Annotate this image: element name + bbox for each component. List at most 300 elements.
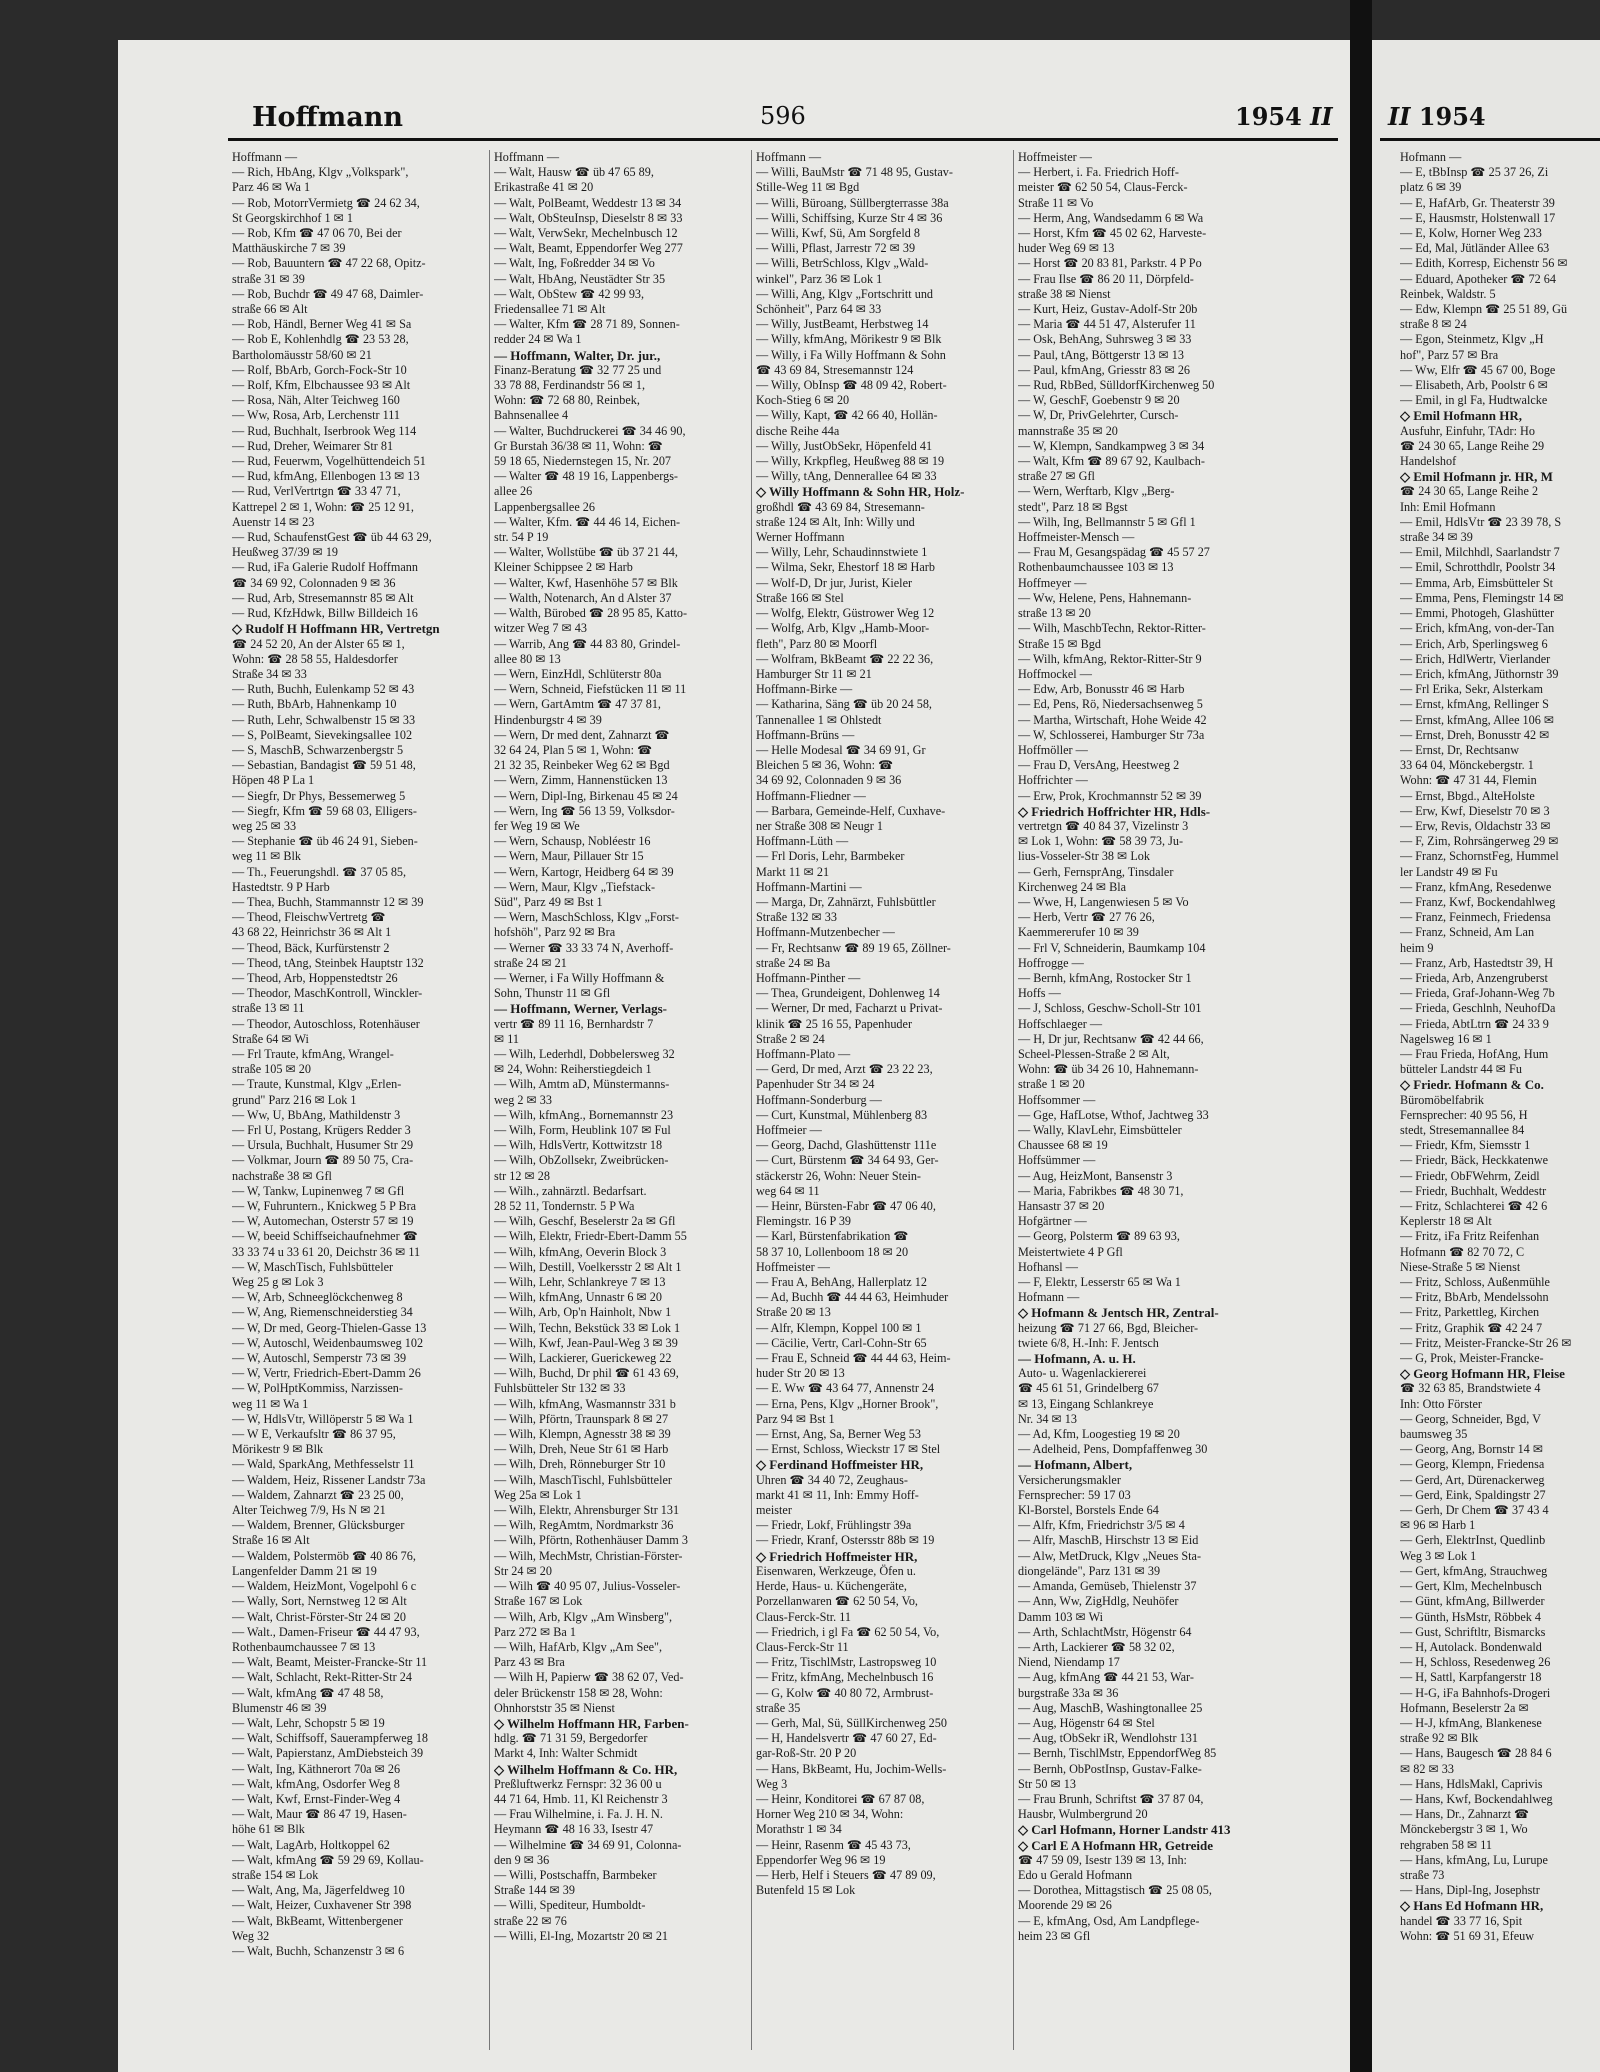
directory-entry: — Paul, kfmAng, Griesstr 83 ✉ 26 — [1018, 362, 1191, 377]
directory-entry: straße 8 ✉ 24 — [1400, 317, 1467, 332]
directory-entry: — Ursula, Buchhalt, Husumer Str 29 — [232, 1138, 414, 1153]
directory-entry: Stille-Weg 11 ✉ Bgd — [756, 180, 860, 195]
directory-entry: — Ernst, Ang, Sa, Berner Weg 53 — [756, 1427, 921, 1442]
directory-column-2 — [490, 150, 752, 2050]
directory-entry: — Wilh, MechMstr, Christian-Förster- — [494, 1548, 683, 1563]
directory-entry: — Frl Traute, kfmAng, Wrangel- — [232, 1046, 394, 1061]
directory-entry: — Erich, Arb, Sperlingsweg 6 — [1400, 636, 1548, 651]
directory-entry: Niese-Straße 5 ✉ Nienst — [1400, 1259, 1521, 1274]
directory-entry: — H, Schloss, Resedenweg 26 — [1400, 1655, 1551, 1670]
directory-entry: — Hans, kfmAng, Lu, Lurupe — [1400, 1852, 1548, 1867]
directory-entry: — Thea, Grundeigent, Dohlenweg 14 — [756, 986, 940, 1001]
directory-entry: — Willi, Postschaffn, Barmbeker — [494, 1867, 657, 1882]
directory-entry: ◇ Friedr. Hofmann & Co. — [1400, 1077, 1544, 1093]
directory-entry: heim 9 — [1400, 940, 1434, 955]
directory-entry: 33 78 88, Ferdinandstr 56 ✉ 1, — [494, 378, 646, 393]
directory-entry: — Willy, tAng, Dennerallee 64 ✉ 33 — [756, 469, 937, 484]
directory-entry: — H-J, kfmAng, Blankenese — [1400, 1715, 1542, 1730]
directory-entry: Fernsprecher: 59 17 03 — [1018, 1487, 1131, 1502]
directory-entry: — Walter, Buchdruckerei ☎ 34 46 90, — [494, 423, 686, 438]
directory-entry: — Rob, Kfm ☎ 47 06 70, Bei der — [232, 226, 402, 241]
directory-entry: — Walt, ObSteuInsp, Dieselstr 8 ✉ 33 — [494, 210, 683, 225]
directory-entry: — Frau Wilhelmine, i. Fa. J. H. N. — [494, 1807, 663, 1822]
directory-entry: — Rolf, BbArb, Gorch-Fock-Str 10 — [232, 362, 407, 377]
directory-entry: — Theod, Bäck, Kurfürstenstr 2 — [232, 940, 390, 955]
directory-entry: — Frau Ilse ☎ 86 20 11, Dörpfeld- — [1018, 271, 1194, 286]
directory-entry: Wohn: ☎ 47 31 44, Flemin — [1400, 773, 1537, 788]
directory-entry: — Arth, Lackierer ☎ 58 32 02, — [1018, 1639, 1175, 1654]
directory-entry: weg 2 ✉ 33 — [494, 1092, 552, 1107]
directory-entry: — Frau D, VersAng, Heestweg 2 — [1018, 758, 1180, 773]
directory-entry: — Friedrich, i gl Fa ☎ 62 50 54, Vo, — [756, 1624, 940, 1639]
directory-entry: — Thea, Buchh, Stammannstr 12 ✉ 39 — [232, 894, 424, 909]
directory-entry: — Wilh, MaschbTechn, Rektor-Ritter- — [1018, 621, 1206, 636]
directory-entry: — Rud, SchaufenstGest ☎ üb 44 63 29, — [232, 530, 432, 545]
directory-entry: — Karl, Bürstenfabrikation ☎ — [756, 1229, 909, 1244]
directory-entry: 33 64 04, Mönckebergstr. 1 — [1400, 758, 1534, 773]
directory-entry: — J, Schloss, Geschw-Scholl-Str 101 — [1018, 1001, 1202, 1016]
directory-entry: straße 105 ✉ 20 — [232, 1062, 311, 1077]
directory-entry: Hoffmeyer — — [1018, 575, 1087, 590]
directory-entry: Damm 103 ✉ Wi — [1018, 1609, 1103, 1624]
directory-entry: platz 6 ✉ 39 — [1400, 180, 1462, 195]
directory-entry: — Hofmann, Albert, — [1018, 1457, 1133, 1473]
directory-entry: Matthäuskirche 7 ✉ 39 — [232, 241, 346, 256]
directory-entry: Herde, Haus- u. Küchengeräte, — [756, 1579, 907, 1594]
directory-entry: straße 1 ✉ 20 — [1018, 1077, 1085, 1092]
directory-entry: Hoffmockel — — [1018, 666, 1092, 681]
directory-entry: — Cäcilie, Vertr, Carl-Cohn-Str 65 — [756, 1335, 927, 1350]
directory-entry: lius-Vosseler-Str 38 ✉ Lok — [1018, 849, 1150, 864]
directory-entry: — Günth, HsMstr, Röbbek 4 — [1400, 1609, 1542, 1624]
directory-entry: Büromöbelfabrik — [1400, 1092, 1484, 1107]
directory-entry: — Siegfr, Kfm ☎ 59 68 03, Elligers- — [232, 803, 417, 818]
directory-entry: ☎ 43 69 84, Stresemannstr 124 — [756, 362, 914, 377]
directory-entry: Hofgärtner — — [1018, 1214, 1087, 1229]
directory-entry: meister — [756, 1503, 792, 1518]
directory-entry: — E, kfmAng, Osd, Am Landpflege- — [1018, 1913, 1200, 1928]
directory-entry: 28 52 11, Tondernstr. 5 P Wa — [494, 1199, 635, 1214]
directory-entry: straße 92 ✉ Blk — [1400, 1731, 1479, 1746]
directory-entry: Parz 94 ✉ Bst 1 — [756, 1411, 835, 1426]
directory-entry: — Gerh, Dr Chem ☎ 37 43 4 — [1400, 1503, 1549, 1518]
directory-entry: — Aug, MaschB, Washingtonallee 25 — [1018, 1700, 1203, 1715]
directory-entry: ✉ Lok 1, Wohn: ☎ 58 39 73, Ju- — [1018, 834, 1184, 849]
directory-entry: — Willy, Kapt, ☎ 42 66 40, Hollän- — [756, 408, 938, 423]
directory-entry: Hofmann ☎ 82 70 72, C — [1400, 1244, 1525, 1259]
directory-entry: — Paul, tAng, Böttgerstr 13 ✉ 13 — [1018, 347, 1184, 362]
directory-entry: — E, Kolw, Horner Weg 233 — [1400, 226, 1542, 241]
directory-entry: — Fritz, Parkettleg, Kirchen — [1400, 1305, 1540, 1320]
directory-entry: heim 23 ✉ Gfl — [1018, 1928, 1091, 1943]
directory-entry: — Wilh, RegAmtm, Nordmarkstr 36 — [494, 1518, 674, 1533]
directory-entry: straße 154 ✉ Lok — [232, 1867, 319, 1882]
directory-entry: — H, Autolack. Bondenwald — [1400, 1639, 1542, 1654]
directory-entry: — W, PolHptKommiss, Narzissen- — [232, 1381, 403, 1396]
directory-entry: Chaussee 68 ✉ 19 — [1018, 1138, 1108, 1153]
directory-entry: — Rud, VerlVertrtgn ☎ 33 47 71, — [232, 484, 401, 499]
directory-entry: — Wern, Schneid, Fiefstücken 11 ✉ 11 — [494, 682, 687, 697]
directory-entry: — Barbara, Gemeinde-Helf, Cuxhave- — [756, 803, 946, 818]
directory-entry: Kattrepel 2 ✉ 1, Wohn: ☎ 25 12 91, — [232, 499, 414, 514]
directory-entry: Hoffmann — — [494, 150, 560, 164]
directory-entry: Erikastraße 41 ✉ 20 — [494, 180, 594, 195]
book-spine — [1350, 0, 1372, 2072]
directory-entry: — W, Arb, Schneeglöckchenweg 8 — [232, 1290, 403, 1305]
directory-entry: — Fritz, iFa Fritz Reifenhan — [1400, 1229, 1540, 1244]
directory-entry: — Amanda, Gemüseb, Thielenstr 37 — [1018, 1579, 1197, 1594]
directory-entry: — Walt, Buchh, Schanzenstr 3 ✉ 6 — [232, 1943, 405, 1958]
directory-entry: Auto- u. Wagenlackiererei — [1018, 1366, 1147, 1381]
directory-entry: — W, Fuhruntern., Knickweg 5 P Bra — [232, 1199, 417, 1214]
directory-entry: — Willi, El-Ing, Mozartstr 20 ✉ 21 — [494, 1928, 669, 1943]
directory-entry: Moorende 29 ✉ 26 — [1018, 1898, 1112, 1913]
directory-entry: — Wilh, Arb, Klgv „Am Winsberg", — [494, 1609, 672, 1624]
directory-entry: — Frieda, AbtLtrn ☎ 24 33 9 — [1400, 1016, 1549, 1031]
directory-entry: weg 64 ✉ 11 — [756, 1183, 820, 1198]
directory-entry: Bahnsenallee 4 — [494, 408, 569, 423]
directory-entry: ◇ Hans Ed Hofmann HR, — [1400, 1898, 1544, 1914]
directory-entry: — Walt, Beamt, Eppendorfer Weg 277 — [494, 241, 683, 256]
directory-entry: — Wilh., zahnärztl. Bedarfsart. — [494, 1183, 647, 1198]
directory-entry: — Friedr, Bäck, Heckkatenwe — [1400, 1153, 1549, 1168]
directory-entry: — Curt, Kunstmal, Mühlenberg 83 — [756, 1107, 928, 1122]
directory-entry: straße 38 ✉ Nienst — [1018, 286, 1111, 301]
directory-entry: Lappenbergsallee 26 — [494, 499, 595, 514]
directory-entry: — Herb, Helf i Steuers ☎ 47 89 09, — [756, 1867, 936, 1882]
directory-entry: — Elisabeth, Arb, Poolstr 6 ✉ — [1400, 378, 1548, 393]
directory-entry: — Wern, Maur, Klgv „Tiefstack- — [494, 879, 656, 894]
directory-entry: — Wern, Kartogr, Heidberg 64 ✉ 39 — [494, 864, 674, 879]
directory-entry: diongelände", Parz 131 ✉ 39 — [1018, 1563, 1161, 1578]
directory-entry: Straße 132 ✉ 33 — [756, 910, 837, 925]
directory-entry: — Hans, Dr., Zahnarzt ☎ — [1400, 1807, 1530, 1822]
directory-entry: Butenfeld 15 ✉ Lok — [756, 1883, 856, 1898]
directory-entry: ✉ 11 — [494, 1031, 519, 1046]
directory-entry: ◇ Wilhelm Hoffmann HR, Farben- — [494, 1715, 689, 1731]
directory-entry: — Ernst, kfmAng, Allee 106 ✉ — [1400, 712, 1555, 727]
directory-entry: — Fritz, kfmAng, Mechelnbusch 16 — [756, 1670, 934, 1685]
directory-entry: — W, Tankw, Lupinenweg 7 ✉ Gfl — [232, 1183, 405, 1198]
directory-entry: — Wern, Dipl-Ing, Birkenau 45 ✉ 24 — [494, 788, 678, 803]
directory-entry: grund" Parz 216 ✉ Lok 1 — [232, 1092, 357, 1107]
directory-entry: — Willi, Schiffsing, Kurze Str 4 ✉ 36 — [756, 210, 943, 225]
directory-entry: Straße 34 ✉ 33 — [232, 666, 307, 681]
directory-entry: — Theodor, MaschKontroll, Winckler- — [232, 986, 423, 1001]
directory-entry: — Rob, Buchdr ☎ 49 47 68, Daimler- — [232, 286, 424, 301]
directory-entry: — Wilh, MaschTischl, Fuhlsbütteler — [494, 1472, 672, 1487]
directory-entry: ◇ Georg Hofmann HR, Fleise — [1400, 1366, 1565, 1382]
directory-entry: — Wilh, Amtm aD, Münstermanns- — [494, 1077, 670, 1092]
directory-entry: Hoffmann-Fliedner — — [756, 788, 866, 803]
directory-entry: Preßluftwerkz Fernspr: 32 36 00 u — [494, 1776, 662, 1791]
directory-entry: — Walt, Heizer, Cuxhavener Str 398 — [232, 1898, 412, 1913]
directory-entry: — Maria ☎ 44 51 47, Alsterufer 11 — [1018, 317, 1196, 332]
directory-entry: Hoffmeister — — [756, 1259, 830, 1274]
directory-entry: — Rud, Buchhalt, Iserbrook Weg 114 — [232, 423, 417, 438]
directory-entry: weg 11 ✉ Wa 1 — [232, 1396, 309, 1411]
directory-entry: — F, Zim, Rohrsängerweg 29 ✉ — [1400, 834, 1559, 849]
directory-entry: Hindenburgstr 4 ✉ 39 — [494, 712, 602, 727]
directory-entry: 59 18 65, Niedernstegen 15, Nr. 207 — [494, 454, 672, 469]
directory-entry: — H, Sattl, Karpfangerstr 18 — [1400, 1670, 1542, 1685]
directory-entry: Weg 25a ✉ Lok 1 — [494, 1487, 582, 1502]
directory-entry: Hoffmann-Pinther — — [756, 970, 861, 985]
directory-entry: — Willi, Büroang, Süllbergterrasse 38a — [756, 195, 949, 210]
directory-entry: — Heinr, Rasenm ☎ 45 43 73, — [756, 1837, 911, 1852]
directory-entry: — Ruth, Lehr, Schwalbenstr 15 ✉ 33 — [232, 712, 416, 727]
directory-entry: — Willi, Pflast, Jarrestr 72 ✉ 39 — [756, 241, 916, 256]
directory-entry: — Osk, BehAng, Suhrsweg 3 ✉ 33 — [1018, 332, 1192, 347]
directory-entry: — Walt, Papierstanz, AmDiebsteich 39 — [232, 1746, 424, 1761]
directory-entry: straße 34 ✉ 39 — [1400, 530, 1473, 545]
directory-entry: Meistertwiete 4 P Gfl — [1018, 1244, 1123, 1259]
directory-entry: Mörikestr 9 ✉ Blk — [232, 1442, 324, 1457]
directory-entry: Weg 3 — [756, 1776, 788, 1791]
directory-entry: Sohn, Thunstr 11 ✉ Gfl — [494, 986, 611, 1001]
directory-entry: — Wilh, Ing, Bellmannstr 5 ✉ Gfl 1 — [1018, 514, 1196, 529]
directory-entry: str 12 ✉ 28 — [494, 1168, 550, 1183]
directory-entry: — W, beeid Schiffseichaufnehmer ☎ — [232, 1229, 418, 1244]
directory-entry: — Frieda, Arb, Anzengruberst — [1400, 970, 1548, 985]
directory-entry: stedt", Parz 18 ✉ Bgst — [1018, 499, 1128, 514]
directory-entry: Eppendorfer Weg 96 ✉ 19 — [756, 1852, 886, 1867]
directory-entry: Straße 64 ✉ Wi — [232, 1031, 309, 1046]
directory-entry: — Friedr, Lokf, Frühlingstr 39a — [756, 1518, 912, 1533]
page-number: 596 — [760, 102, 806, 130]
directory-entry: Heymann ☎ 48 16 33, Isestr 47 — [494, 1822, 654, 1837]
directory-entry: — Walt., Damen-Friseur ☎ 44 47 93, — [232, 1624, 420, 1639]
directory-entry: den 9 ✉ 36 — [494, 1852, 550, 1867]
directory-entry: ◇ Friedrich Hoffmeister HR, — [756, 1548, 918, 1564]
directory-entry: — Hofmann, A. u. H. — [1018, 1351, 1136, 1367]
directory-entry: höhe 61 ✉ Blk — [232, 1822, 305, 1837]
directory-entry: allee 26 — [494, 484, 533, 499]
directory-entry: — Helle Modesal ☎ 34 69 91, Gr — [756, 742, 926, 757]
directory-entry: ◇ Emil Hofmann HR, — [1400, 408, 1522, 424]
directory-entry: burgstraße 33a ✉ 36 — [1018, 1685, 1119, 1700]
directory-entry: ✉ 96 ✉ Harb 1 — [1400, 1518, 1476, 1533]
directory-entry: — E, HafArb, Gr. Theaterstr 39 — [1400, 195, 1555, 210]
directory-entry: — F, Elektr, Lesserstr 65 ✉ Wa 1 — [1018, 1275, 1181, 1290]
directory-entry: — Hans, Dipl-Ing, Josephstr — [1400, 1883, 1540, 1898]
directory-entry: — Kurt, Heiz, Gustav-Adolf-Str 20b — [1018, 302, 1198, 317]
directory-entry: — Ww, Elfr ☎ 45 67 00, Boge — [1400, 362, 1556, 377]
directory-entry: — Rosa, Näh, Alter Teichweg 160 — [232, 393, 400, 408]
directory-entry: — Emil, HdlsVtr ☎ 23 39 78, S — [1400, 514, 1562, 529]
directory-entry: — Wilh, Dreh, Neue Str 61 ✉ Harb — [494, 1442, 669, 1457]
directory-entry: — Walt, Schlacht, Rekt-Ritter-Str 24 — [232, 1670, 412, 1685]
directory-entry: — Erich, kfmAng, von-der-Tan — [1400, 621, 1555, 636]
directory-entry: — Frau M, Gesangspädag ☎ 45 57 27 — [1018, 545, 1210, 560]
directory-entry: — Arth, SchlachtMstr, Högenstr 64 — [1018, 1624, 1192, 1639]
directory-entry: Wohn: ☎ 72 68 80, Reinbek, — [494, 393, 640, 408]
directory-entry: — Rud, Arb, Stresemannstr 85 ✉ Alt — [232, 590, 414, 605]
directory-entry: — Wern, GartAmtm ☎ 47 37 81, — [494, 697, 661, 712]
directory-entry: Hoffschlaeger — — [1018, 1016, 1103, 1031]
directory-entry: 58 37 10, Lollenboom 18 ✉ 20 — [756, 1244, 909, 1259]
directory-entry: — Wilh, Pförtn, Rothenhäuser Damm 3 — [494, 1533, 688, 1548]
directory-entry: — G, Kolw ☎ 40 80 72, Armbrust- — [756, 1685, 934, 1700]
directory-entry: — Wally, KlavLehr, Eimsbütteler — [1018, 1123, 1182, 1137]
directory-entry: — Ww, Rosa, Arb, Lerchenstr 111 — [232, 408, 400, 423]
directory-entry: — Wilh, Techn, Bekstück 33 ✉ Lok 1 — [494, 1320, 681, 1335]
directory-entry: Hoffmeier — — [756, 1123, 822, 1137]
directory-entry: — Werner, Dr med, Facharzt u Privat- — [756, 1001, 943, 1016]
directory-entry: Straße 11 ✉ Vo — [1018, 195, 1094, 210]
directory-entry: — Ed, Mal, Jütländer Allee 63 — [1400, 241, 1550, 256]
directory-entry: ✉ 82 ✉ 33 — [1400, 1761, 1454, 1776]
directory-entry: — Sebastian, Bandagist ☎ 59 51 48, — [232, 758, 416, 773]
directory-entry: Uhren ☎ 34 40 72, Zeughaus- — [756, 1472, 908, 1487]
directory-entry: — Hans, Kwf, Bockendahlweg — [1400, 1791, 1553, 1806]
directory-entry: — Wern, Schausp, Nobléestr 16 — [494, 834, 651, 849]
directory-entry: handel ☎ 33 77 16, Spit — [1400, 1913, 1523, 1928]
directory-entry: — Rud, Dreher, Weimarer Str 81 — [232, 438, 394, 453]
directory-entry: Ohnhorststr 35 ✉ Nienst — [494, 1700, 615, 1715]
directory-entry: — Walt, Kwf, Ernst-Finder-Weg 4 — [232, 1791, 401, 1806]
directory-entry: — Wilh, Elektr, Friedr-Ebert-Damm 55 — [494, 1229, 687, 1244]
directory-entry: ☎ 45 61 51, Grindelberg 67 — [1018, 1381, 1159, 1396]
directory-entry: — Frau Frieda, HofAng, Hum — [1400, 1046, 1549, 1061]
directory-entry: — Frl Doris, Lehr, Barmbeker — [756, 849, 905, 864]
directory-entry: 21 32 35, Reinbeker Weg 62 ✉ Bgd — [494, 758, 670, 773]
directory-entry: Papenhuder Str 34 ✉ 24 — [756, 1077, 875, 1092]
directory-entry: — Alfr, MaschB, Hirschstr 13 ✉ Eid — [1018, 1533, 1199, 1548]
directory-entry: — Walt, LagArb, Holtkoppel 62 — [232, 1837, 390, 1852]
directory-entry: — Th., Feuerungshdl. ☎ 37 05 85, — [232, 864, 407, 879]
directory-entry: — Wilh, Destill, Voelkersstr 2 ✉ Alt 1 — [494, 1259, 682, 1274]
directory-entry: — Wilh, kfmAng, Wasmannstr 331 b — [494, 1396, 676, 1411]
directory-entry: Reinbek, Waldstr. 5 — [1400, 286, 1496, 301]
directory-entry: vertr ☎ 89 11 16, Bernhardstr 7 — [494, 1016, 654, 1031]
directory-entry: — Maria, Fabrikbes ☎ 48 30 71, — [1018, 1183, 1184, 1198]
directory-entry: — Willy, JustBeamt, Herbstweg 14 — [756, 317, 929, 332]
directory-entry: — Walt, BkBeamt, Wittenbergener — [232, 1913, 403, 1928]
directory-entry: großhdl ☎ 43 69 84, Stresemann- — [756, 499, 925, 514]
directory-entry: Kl-Borstel, Borstels Ende 64 — [1018, 1503, 1159, 1518]
directory-entry: rehgraben 58 ✉ 11 — [1400, 1837, 1492, 1852]
directory-entry: Flemingstr. 16 P 39 — [756, 1214, 852, 1229]
directory-entry: Hoffmann-Martini — — [756, 879, 862, 894]
directory-entry: — Walter ☎ 48 19 16, Lappenbergs- — [494, 469, 678, 484]
directory-entry: — Heinr, Bürsten-Fabr ☎ 47 06 40, — [756, 1199, 936, 1214]
directory-entry: — Walt, HbAng, Neustädter Str 35 — [494, 271, 666, 286]
directory-entry: — Wilh, Dreh, Rönneburger Str 10 — [494, 1457, 666, 1472]
directory-entry: — Waldem, HeizMont, Vogelpohl 6 c — [232, 1579, 417, 1594]
directory-entry: allee 80 ✉ 13 — [494, 651, 561, 666]
directory-entry: Bleichen 5 ✉ 36, Wohn: ☎ — [756, 758, 894, 773]
directory-entry: — Gerh, Mal, Sü, SüllKirchenweg 250 — [756, 1715, 947, 1730]
directory-entry: — Wilh, Buchd, Dr phil ☎ 61 43 69, — [494, 1366, 679, 1381]
directory-entry: — Willi, BauMstr ☎ 71 48 95, Gustav- — [756, 165, 953, 180]
directory-entry: — Wern, EinzHdl, Schlüterstr 80a — [494, 666, 662, 681]
directory-entry: Hastedtstr. 9 P Harb — [232, 879, 330, 894]
directory-entry: ✉ 24, Wohn: Reiherstiegdeich 1 — [494, 1062, 652, 1077]
directory-entry: — Ernst, Schloss, Wieckstr 17 ✉ Stel — [756, 1442, 941, 1457]
directory-entry: — Franz, Kwf, Bockendahlweg — [1400, 894, 1556, 909]
directory-entry: Hoffmann-Sonderburg — — [756, 1092, 882, 1107]
directory-entry: — Hans, Baugesch ☎ 28 84 6 — [1400, 1746, 1552, 1761]
directory-entry: — Walt, Ang, Ma, Jägerfeldweg 10 — [232, 1883, 405, 1898]
directory-entry: twiete 6/8, H.-Inh: F. Jentsch — [1018, 1335, 1159, 1350]
directory-entry: Fernsprecher: 40 95 56, H — [1400, 1107, 1528, 1122]
directory-entry: — Waldem, Heiz, Rissener Landstr 73a — [232, 1472, 426, 1487]
directory-entry: — Walt, kfmAng, Osdorfer Weg 8 — [232, 1776, 400, 1791]
directory-entry: — Willy, JustObSekr, Höpenfeld 41 — [756, 438, 933, 453]
directory-entry: — Franz, kfmAng, Resedenwe — [1400, 879, 1552, 894]
directory-entry: — Hoffmann, Werner, Verlags- — [494, 1001, 667, 1017]
directory-entry: — Willi, Kwf, Sü, Am Sorgfeld 8 — [756, 226, 920, 241]
directory-entry: fer Weg 19 ✉ We — [494, 818, 580, 833]
directory-entry: — Theod, tAng, Steinbek Hauptstr 132 — [232, 955, 424, 970]
directory-entry: straße 73 — [1400, 1867, 1445, 1882]
directory-entry: Straße 16 ✉ Alt — [232, 1533, 310, 1548]
directory-entry: — Walt, Ing, Foßredder 34 ✉ Vo — [494, 256, 655, 271]
directory-entry: — Friedr, Kranf, Ostersstr 88b ✉ 19 — [756, 1533, 935, 1548]
directory-entry: — Gert, kfmAng, Strauchweg — [1400, 1563, 1548, 1578]
directory-entry: — Ruth, Buchh, Eulenkamp 52 ✉ 43 — [232, 682, 415, 697]
directory-entry: — Wilhelmine ☎ 34 69 91, Colonna- — [494, 1837, 682, 1852]
directory-entry: — Franz, Schneid, Am Lan — [1400, 925, 1535, 940]
directory-entry: — Aug, tObSekr iR, Wendlohstr 131 — [1018, 1731, 1198, 1746]
directory-entry: — Walt, Maur ☎ 86 47 19, Hasen- — [232, 1807, 407, 1822]
directory-entry: ◇ Carl E A Hofmann HR, Getreide — [1018, 1837, 1213, 1853]
directory-entry: ☎ 32 63 85, Brandstwiete 4 — [1400, 1381, 1541, 1396]
directory-columns — [228, 150, 1276, 2050]
directory-entry: Niend, Niendamp 17 — [1018, 1655, 1120, 1670]
directory-entry: — Fritz, Meister-Francke-Str 26 ✉ — [1400, 1335, 1572, 1350]
directory-entry: Finanz-Beratung ☎ 32 77 25 und — [494, 362, 662, 377]
directory-entry: — Walt, PolBeamt, Weddestr 13 ✉ 34 — [494, 195, 682, 210]
directory-entry: — Herb, Vertr ☎ 27 76 26, — [1018, 910, 1155, 925]
directory-entry: Str 24 ✉ 20 — [494, 1563, 552, 1578]
directory-entry: Straße 167 ✉ Lok — [494, 1594, 583, 1609]
directory-entry: Bartholomäusstr 58/60 ✉ 21 — [232, 347, 372, 362]
directory-entry: — Willy, Lehr, Schaudinnstwiete 1 — [756, 545, 928, 560]
directory-entry: — Ann, Ww, ZigHdlg, Neuhöfer — [1018, 1594, 1179, 1609]
directory-entry: — Wern, MaschSchloss, Klgv „Forst- — [494, 910, 679, 925]
directory-entry: — Georg, Ang, Bornstr 14 ✉ — [1400, 1442, 1544, 1457]
directory-entry: Inh: Otto Förster — [1400, 1396, 1482, 1411]
directory-entry: — Edw, Klempn ☎ 25 51 89, Gü — [1400, 302, 1568, 317]
directory-entry: — Erw, Kwf, Dieselstr 70 ✉ 3 — [1400, 803, 1550, 818]
directory-entry: — Franz, SchornstFeg, Hummel — [1400, 849, 1559, 864]
directory-entry: — Aug, Högenstr 64 ✉ Stel — [1018, 1715, 1155, 1730]
right-page-column — [1400, 150, 1600, 2050]
directory-entry: straße 27 ✉ Gfl — [1018, 469, 1095, 484]
directory-entry: — Günt, kfmAng, Billwerder — [1400, 1594, 1545, 1609]
directory-entry: Weg 3 ✉ Lok 1 — [1400, 1548, 1477, 1563]
directory-entry: — W, Ang, Riemenschneiderstieg 34 — [232, 1305, 413, 1320]
directory-entry: St Georgskirchhof 1 ✉ 1 — [232, 210, 354, 225]
directory-entry: — Walt, VerwSekr, Mechelnbusch 12 — [494, 226, 678, 241]
directory-entry: — Wern, Dr med dent, Zahnarzt ☎ — [494, 727, 670, 742]
directory-entry: — Wilh, Lederhdl, Dobbelersweg 32 — [494, 1046, 675, 1061]
directory-entry: Markt 4, Inh: Walter Schmidt — [494, 1746, 638, 1761]
directory-entry: — Gerh, FernsprAng, Tinsdaler — [1018, 864, 1174, 879]
directory-entry: Weg 25 g ✉ Lok 3 — [232, 1275, 324, 1290]
directory-entry: — W, Autoschl, Semperstr 73 ✉ 39 — [232, 1351, 407, 1366]
directory-entry: — Alfr, Kfm, Friedrichstr 3/5 ✉ 4 — [1018, 1518, 1185, 1533]
directory-entry: — Willy, i Fa Willy Hoffmann & Sohn — [756, 347, 946, 362]
page-header-name: Hoffmann — [252, 102, 404, 133]
directory-entry: — Emil, Schrotthdlr, Poolstr 34 — [1400, 560, 1556, 575]
directory-entry: fleth", Parz 80 ✉ Moorfl — [756, 636, 878, 651]
directory-entry: vertretgn ☎ 40 84 37, Vizelinstr 3 — [1018, 818, 1189, 833]
directory-entry: — Frau Brunh, Schriftst ☎ 37 87 04, — [1018, 1791, 1204, 1806]
directory-entry: Hofmann — — [1018, 1290, 1080, 1305]
